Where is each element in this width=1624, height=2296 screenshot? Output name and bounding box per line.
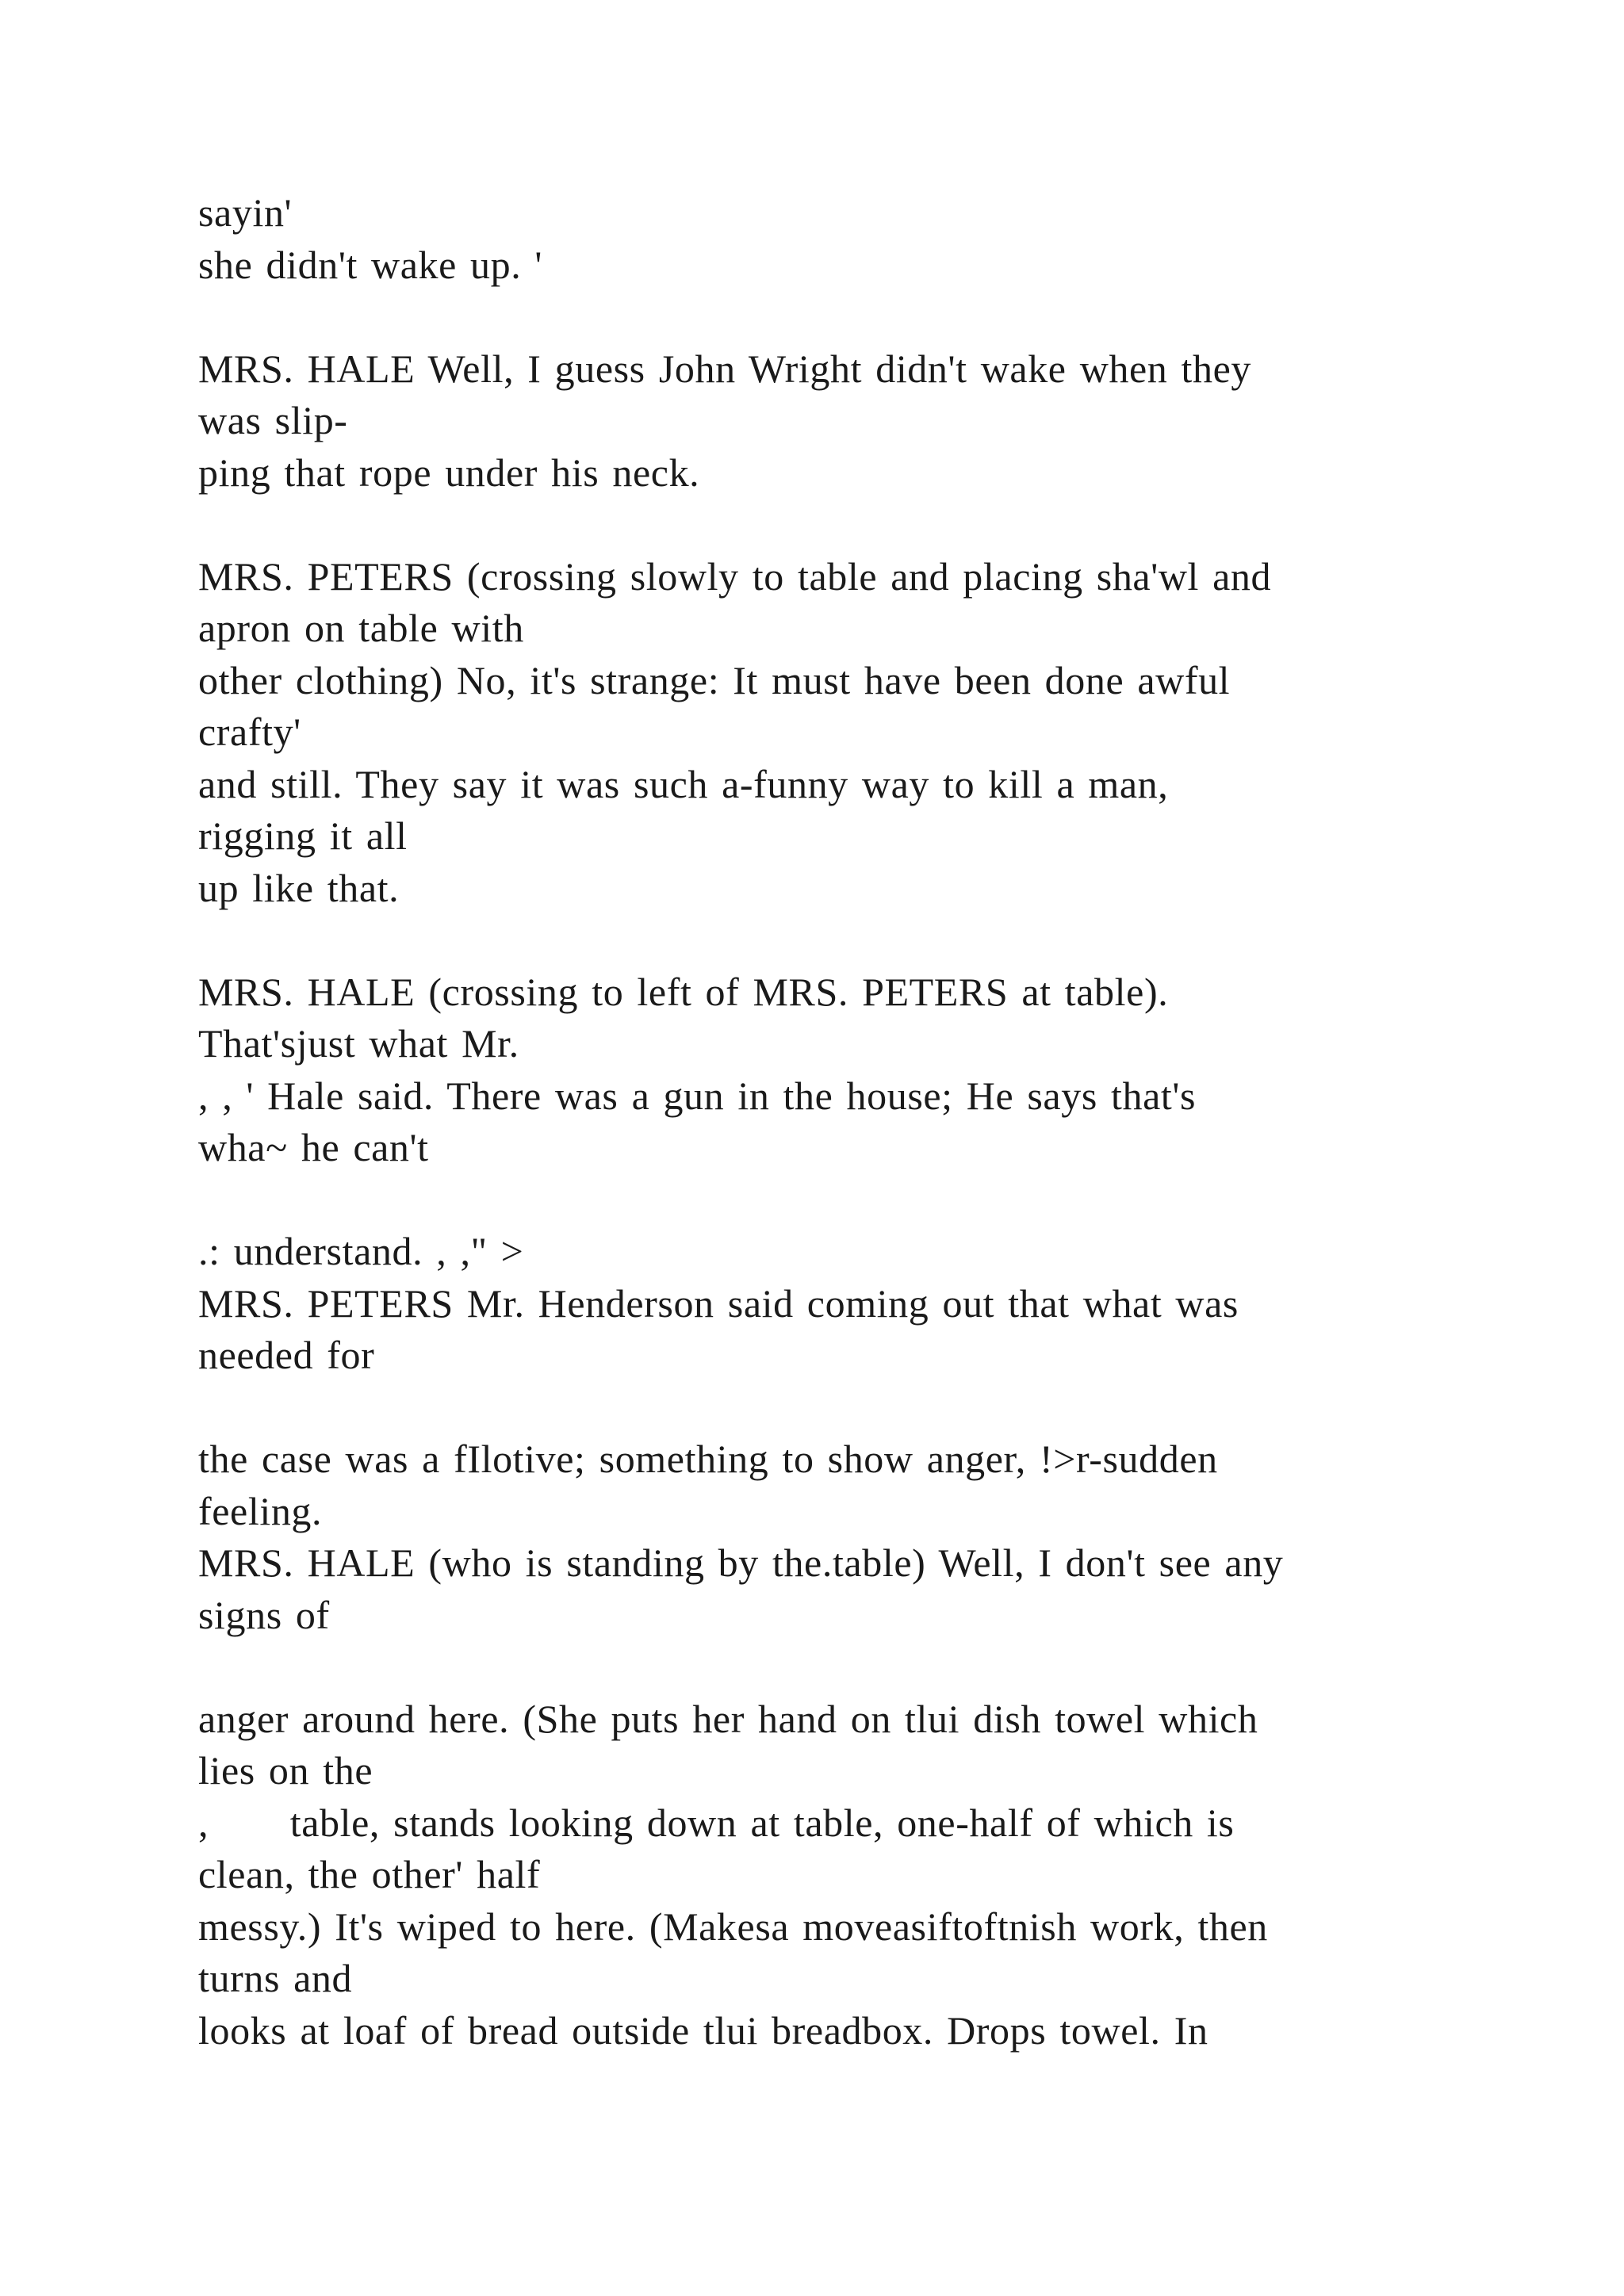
text-line: looks at loaf of bread outside tlui breadbox. Drops towel. In [198, 2007, 1208, 2053]
text-line: anger around here. (She puts her hand on tlui dish towel which [198, 1696, 1258, 1741]
text-line: clean, the other' half [198, 1852, 541, 1896]
text-line: needed for [198, 1333, 375, 1377]
text-line: ping that rope under his neck. [198, 450, 700, 495]
blank-line [198, 1382, 1499, 1434]
blank-line [198, 499, 1499, 551]
text-line: sayin' [198, 190, 293, 235]
text-line: turns and [198, 1956, 353, 2000]
blank-line [198, 1174, 1499, 1226]
text-line: and still. They say it was such a-funny way to kill a man, [198, 761, 1169, 806]
text-line: MRS. PETERS Mr. Henderson said coming out that what was [198, 1280, 1239, 1326]
blank-line [198, 1641, 1499, 1693]
text-line: other clothing) No, it's strange: It must have been done awful [198, 657, 1231, 702]
blank-line [198, 291, 1499, 343]
text-line: , table, stands looking down at table, one-half of which is [198, 1800, 1235, 1845]
text-line: wha~ he can't [198, 1125, 429, 1169]
blank-line [198, 914, 1499, 966]
text-line: MRS. HALE (crossing to left of MRS. PETERS at table). [198, 969, 1169, 1014]
text-line: apron on table with [198, 606, 524, 650]
text-line: messy.) It's wiped to here. (Makesa moveasiftoftnish work, then [198, 1904, 1268, 1949]
text-line: she didn't wake up. ' [198, 242, 543, 287]
text-line: crafty' [198, 710, 301, 754]
text-line: lies on the [198, 1748, 373, 1793]
text-line: That'sjust what Mr. [198, 1021, 519, 1066]
text-line: MRS. HALE Well, I guess John Wright didn't wake when they [198, 346, 1251, 391]
text-line: MRS. PETERS (crossing slowly to table and placing sha'wl and [198, 553, 1272, 599]
script-text [198, 187, 1499, 2057]
text-line: MRS. HALE (who is standing by the.table) Well, I don't see any [198, 1540, 1284, 1585]
text-line: rigging it all [198, 813, 408, 858]
text-line: was slip- [198, 398, 348, 442]
text-line: .: understand. , ," > [198, 1229, 524, 1273]
text-line: the case was a fIlotive; something to show anger, !>r-sudden [198, 1437, 1218, 1481]
text-line: signs of [198, 1592, 330, 1637]
text-line: up like that. [198, 865, 400, 910]
text-line: feeling. [198, 1488, 323, 1533]
text-line: , , ' Hale said. There was a gun in the house; He says that's [198, 1073, 1197, 1118]
